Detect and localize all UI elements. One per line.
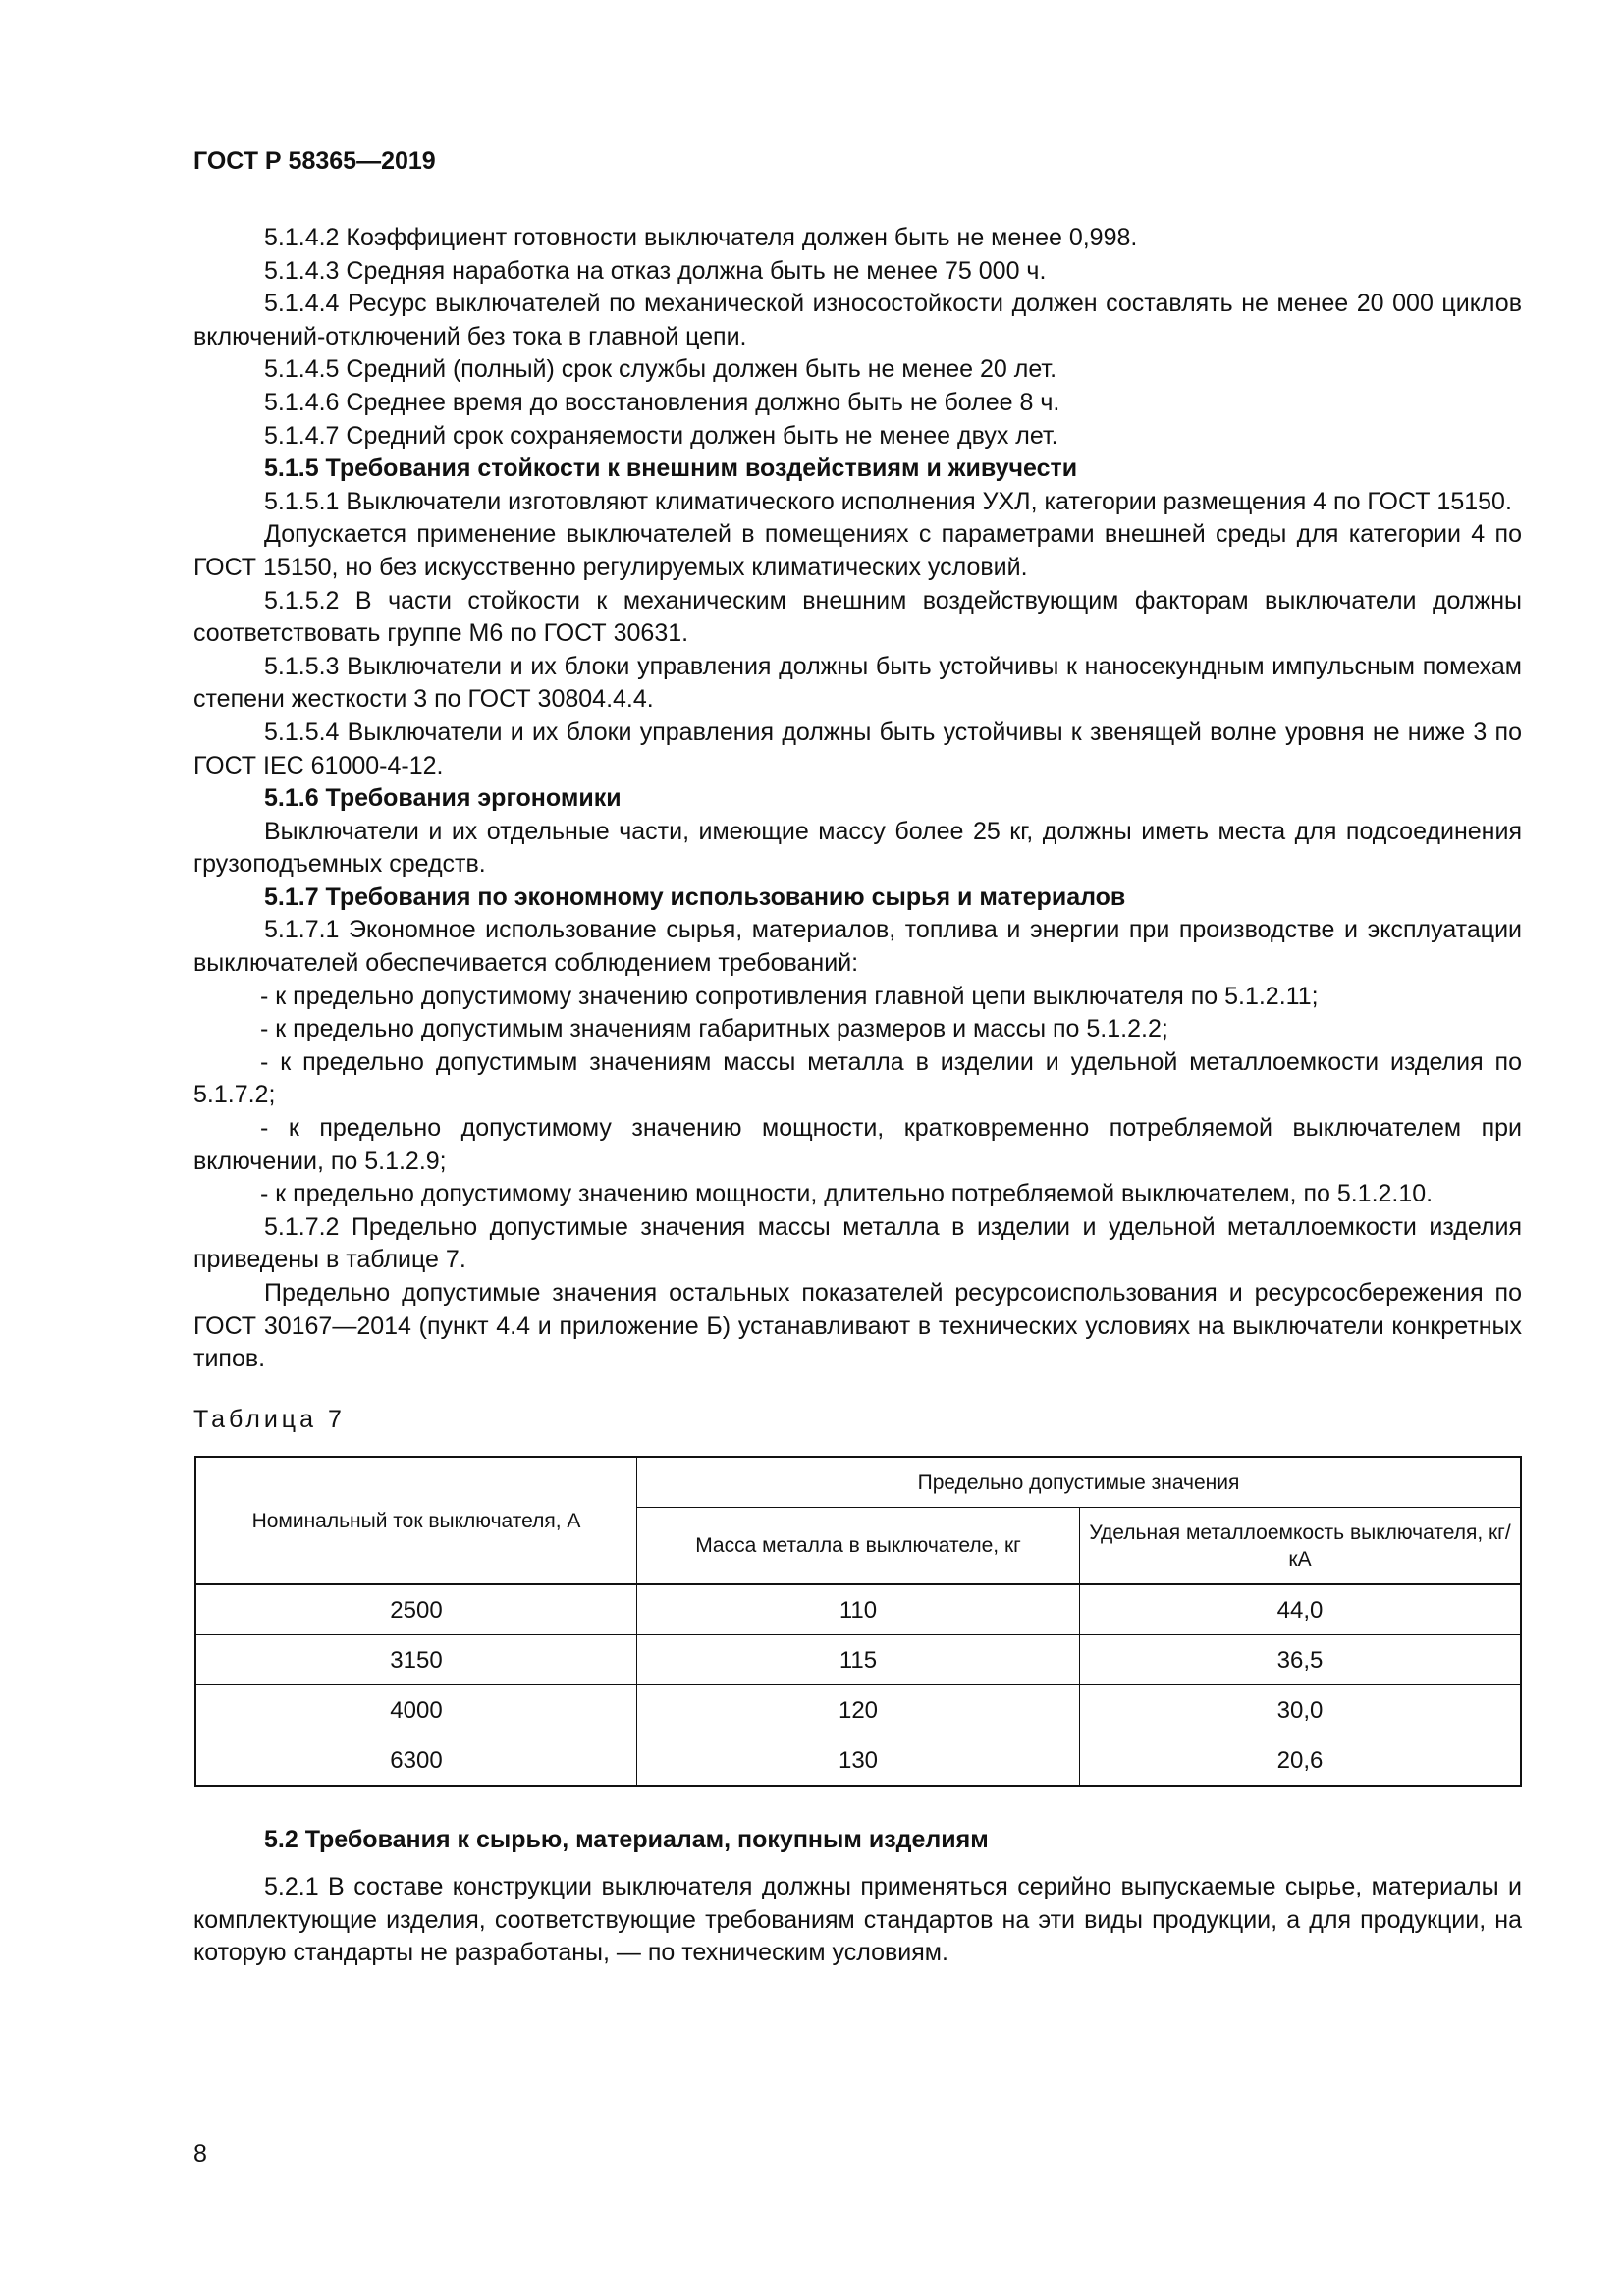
data-table (194, 1456, 1522, 1787)
table-cell: 20,6 (1080, 1735, 1522, 1787)
list-item: - к предельно допустимому значению сопротивления главной цепи выключателя по 5.1.2.11; (260, 982, 1319, 1010)
column-group-header: Предельно допустимые значения (637, 1457, 1522, 1508)
table-cell: 110 (637, 1584, 1080, 1635)
table-cell: 2500 (195, 1584, 637, 1635)
paragraph-5-1-7-1: 5.1.7.1 Экономное использование сырья, материалов, топлива и энергии при производстве и эксплуатации выключателей обеспечивается соблюдением требований: (193, 916, 1522, 978)
section-heading-5-1-7: 5.1.7 Требования по экономному использованию сырья и материалов (264, 882, 1126, 911)
paragraph-5-1-4-7: 5.1.4.7 Средний срок сохраняемости должен быть не менее двух лет. (264, 421, 1058, 450)
column-header-rated-current: Номинальный ток выключателя, А (195, 1457, 637, 1584)
table-caption: Таблица 7 (193, 1405, 346, 1433)
paragraph-5-2-1: 5.2.1 В составе конструкции выключателя должны применяться серийно выпускаемые сырье, материалы и комплектующие изделия, соответствующие требованиям стандартов на эти виды продукции, а для продукции, на которую стандарты не разработаны, — по техническим условиям. (193, 1872, 1522, 1967)
paragraph-5-1-4-4: 5.1.4.4 Ресурс выключателей по механической износостойкости должен составлять не менее 20 000 циклов включений-отключений без тока в главной цепи. (193, 290, 1522, 350)
paragraph-5-1-4-5: 5.1.4.5 Средний (полный) срок службы должен быть не менее 20 лет. (264, 355, 1057, 384)
paragraph-5-1-5-3: 5.1.5.3 Выключатели и их блоки управления должны быть устойчивы к наносекундным импульсным помехам степени жесткости 3 по ГОСТ 30804.4.4. (193, 652, 1522, 714)
page-number: 8 (193, 2140, 207, 2167)
table-cell: 44,0 (1080, 1584, 1522, 1635)
column-header-specific-metal: Удельная металлоемкость выключателя, кг/кА (1080, 1508, 1522, 1585)
table-row (195, 1685, 1521, 1735)
paragraph-5-1-5-4: 5.1.5.4 Выключатели и их блоки управления должны быть устойчивы к звенящей волне уровня не ниже 3 по ГОСТ IEC 61000-4-12. (193, 718, 1522, 779)
table-cell: 30,0 (1080, 1685, 1522, 1735)
table-cell: 4000 (195, 1685, 637, 1735)
document-body (193, 222, 1522, 1970)
paragraph-5-1-4-3: 5.1.4.3 Средняя наработка на отказ должна быть не менее 75 000 ч. (264, 256, 1047, 285)
section-heading-5-1-5: 5.1.5 Требования стойкости к внешним воздействиям и живучести (264, 454, 1078, 483)
section-heading-5-1-6: 5.1.6 Требования эргономики (264, 784, 622, 813)
table-row (195, 1735, 1521, 1787)
table-row (195, 1635, 1521, 1685)
list-item: - к предельно допустимым значениям габаритных размеров и массы по 5.1.2.2; (260, 1015, 1168, 1043)
paragraph-5-1-7-2-note: Предельно допустимые значения остальных показателей ресурсоиспользования и ресурсосбережения по ГОСТ 30167—2014 (пункт 4.4 и приложение Б) устанавливают в технических условиях на выключатели конкретных типов. (193, 1279, 1522, 1373)
table-cell: 3150 (195, 1635, 637, 1685)
table-cell: 36,5 (1080, 1635, 1522, 1685)
column-header-metal-mass: Масса металла в выключателе, кг (637, 1508, 1080, 1585)
paragraph-5-1-5-2: 5.1.5.2 В части стойкости к механическим внешним воздействующим факторам выключатели должны соответствовать группе М6 по ГОСТ 30631. (193, 586, 1522, 648)
paragraph-5-1-5-1: 5.1.5.1 Выключатели изготовляют климатического исполнения УХЛ, категории размещения 4 по ГОСТ 15150. (264, 487, 1512, 515)
section-heading-5-2: 5.2 Требования к сырью, материалам, покупным изделиям (264, 1826, 989, 1854)
table-cell: 6300 (195, 1735, 637, 1787)
paragraph-5-1-5-1-note: Допускается применение выключателей в помещениях с параметрами внешней среды для категории 4 по ГОСТ 15150, но без искусственно регулируемых климатических условий. (193, 520, 1522, 581)
table-cell: 120 (637, 1685, 1080, 1735)
table-row (195, 1584, 1521, 1635)
table-cell: 115 (637, 1635, 1080, 1685)
list-item: - к предельно допустимому значению мощности, кратковременно потребляемой выключателем при включении, по 5.1.2.9; (193, 1114, 1522, 1175)
paragraph-5-1-6: Выключатели и их отдельные части, имеющие массу более 25 кг, должны иметь места для подсоединения грузоподъемных средств. (193, 817, 1522, 879)
paragraph-5-1-4-6: 5.1.4.6 Среднее время до восстановления должно быть не более 8 ч. (264, 388, 1060, 416)
table-cell: 130 (637, 1735, 1080, 1787)
paragraph-5-1-7-2: 5.1.7.2 Предельно допустимые значения массы металла в изделии и удельной металлоемкости изделия приведены в таблице 7. (193, 1212, 1522, 1274)
list-item: - к предельно допустимым значениям массы металла в изделии и удельной металлоемкости изделия по 5.1.7.2; (193, 1047, 1522, 1109)
document-header: ГОСТ Р 58365—2019 (193, 147, 436, 175)
paragraph-5-1-4-2: 5.1.4.2 Коэффициент готовности выключателя должен быть не менее 0,998. (264, 224, 1138, 251)
list-item: - к предельно допустимому значению мощности, длительно потребляемой выключателем, по 5.1.2.10. (260, 1180, 1434, 1208)
